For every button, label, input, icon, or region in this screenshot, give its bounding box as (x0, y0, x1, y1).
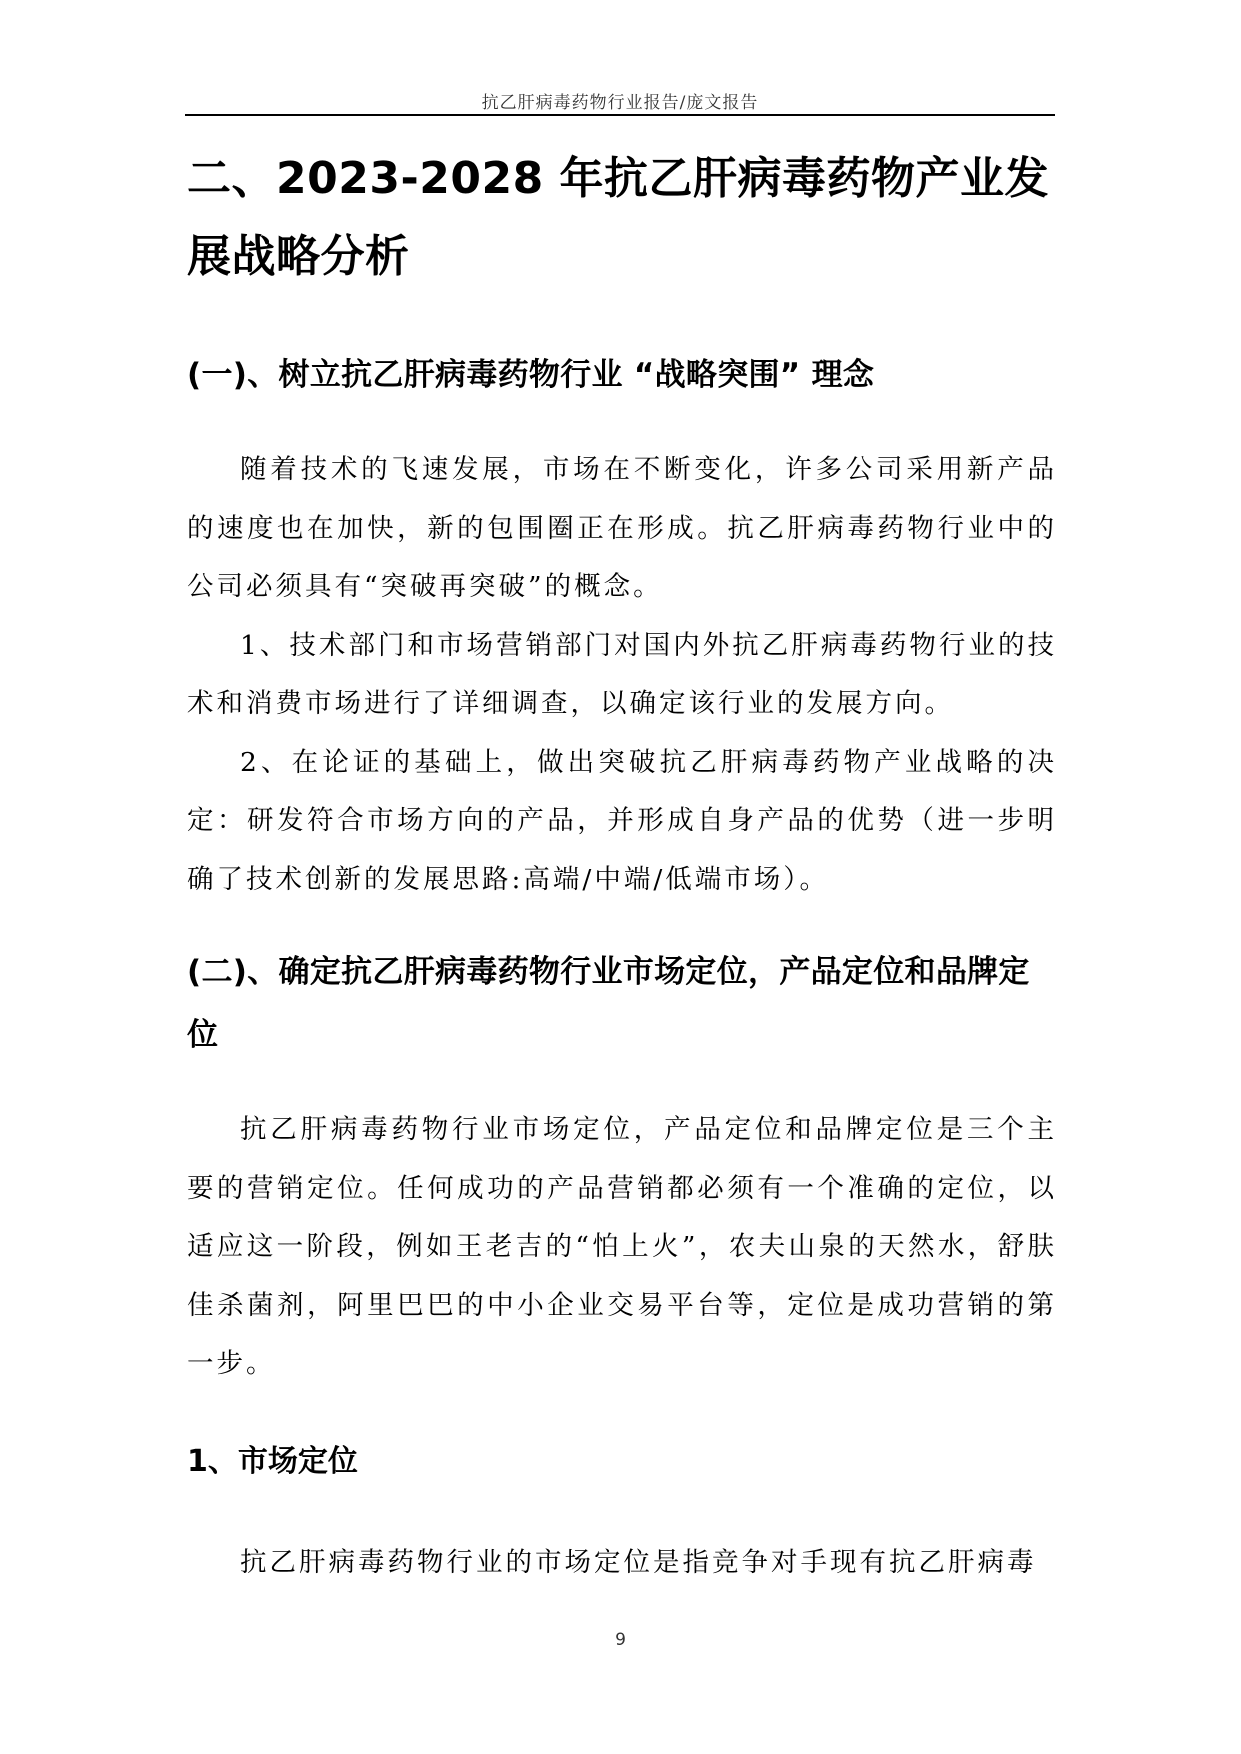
paragraph: 随着技术的飞速发展，市场在不断变化，许多公司采用新产品的速度也在加快，新的包围圈正在形成。抗乙肝病毒药物行业中的公司必须具有“突破再突破”的概念。 (187, 454, 1057, 602)
paragraph: 2、在论证的基础上，做出突破抗乙肝病毒药物产业战略的决定：研发符合市场方向的产品，并形成自身产品的优势（进一步明确了技术创新的发展思路:高端/中端/低端市场）。 (187, 746, 1057, 895)
paragraph: 抗乙肝病毒药物行业的市场定位是指竞争对手现有抗乙肝病毒 (240, 1546, 1037, 1578)
page-number: 9 (615, 1630, 626, 1650)
chapter-title: 二、2023-2028 年抗乙肝病毒药物产业发展战略分析 (187, 153, 1050, 282)
paragraph: 抗乙肝病毒药物行业市场定位，产品定位和品牌定位是三个主要的营销定位。任何成功的产品营销都必须有一个准确的定位，以适应这一阶段，例如王老吉的“怕上火”，农夫山泉的天然水，舒肤佳杀菌剂，阿里巴巴的中小企业交易平台等，定位是成功营销的第一步。 (187, 1114, 1057, 1379)
page-content (187, 140, 1057, 1592)
header-rule (185, 114, 1055, 116)
section-heading-2: (二)、确定抗乙肝病毒药物行业市场定位，产品定位和品牌定位 (187, 954, 1030, 1053)
paragraph: 1、技术部门和市场营销部门对国内外抗乙肝病毒药物行业的技术和消费市场进行了详细调查，以确定该行业的发展方向。 (187, 629, 1057, 719)
section-heading-1: (一)、树立抗乙肝病毒药物行业 “战略突围” 理念 (187, 357, 875, 393)
subsection-heading-1: 1、市场定位 (187, 1443, 358, 1479)
running-header: 抗乙肝病毒药物行业报告/庞文报告 (481, 93, 759, 113)
